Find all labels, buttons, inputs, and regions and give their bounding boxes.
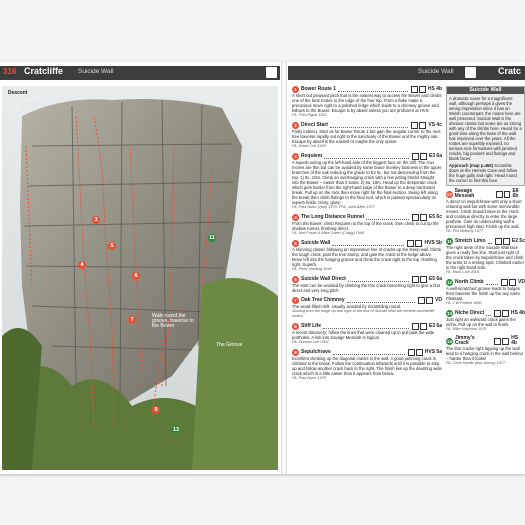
route-title-row (292, 297, 442, 304)
page-number: 316 (3, 67, 17, 76)
route-name: The Long Distance Runnel (301, 214, 365, 220)
route-entry (292, 240, 442, 272)
topo-marker-4: 4 (78, 261, 86, 269)
protection-icon (415, 240, 422, 247)
leader-dots (348, 278, 409, 282)
route-grade: E5 6c (428, 214, 442, 220)
route-number-badge: 8 (292, 323, 299, 330)
route-number-badge: 4 (292, 214, 299, 221)
first-ascent: Starting from the ledge up and right of the foot of Suicide Wall are several worthwhile routes. (292, 309, 435, 318)
route-description: Fairly indirect. Start as for Bower Route 1 but gain the angular corner to the next tree traverse rapidly out right to the sanctuary of the Bower and the mighty oak. Escape by abseil is the easiest or maybe the only option. (292, 129, 441, 144)
route-grade: E2 5c (511, 238, 525, 244)
route-grade: HS 4b (510, 310, 525, 316)
star-rating-icon (411, 86, 418, 93)
route-number-badge: 5 (292, 240, 299, 247)
route-description: A direct on Sepulchrave with only a short retaining wall but with some memorable moves. Climb Sepulchrave to the crack and continue directly to enter the large porthole. Gain an undercutting wall a precarious high step. Finish up the wall. (446, 199, 522, 229)
protection-icon (416, 349, 423, 356)
route-title-row (446, 310, 525, 317)
first-ascent: FA. Paul Nunn (2pts) 1973. FFA. John Allen 1977 (292, 205, 375, 209)
route-entry (446, 310, 525, 332)
route-number-badge: 9 (292, 349, 299, 356)
route-number-badge: 3 (292, 153, 299, 160)
protection-icon (503, 238, 510, 245)
route-number-badge: 11 (447, 239, 452, 244)
route-entry (446, 336, 525, 366)
route-title-row (292, 153, 442, 160)
route-name: Suicide Wall Direct (301, 276, 346, 282)
leader-dots (332, 242, 404, 246)
topo-marker-13: 13 (172, 427, 180, 433)
route-description: A well-scratched groove leads to bulges then traverse the finish up the airy arete. Pleasant. (446, 286, 521, 301)
star-rating-icon (495, 238, 502, 245)
first-ascent: FA. Neil Foster & Mike Owen (Cragg) 1996 (292, 231, 365, 235)
route-entry (446, 238, 525, 275)
route-description: A recent discovery: follow the lines that were cleaned up to pull past the wide portholes. A link into Savage Messiah is logical. (292, 330, 435, 340)
route-grade: VS 4c (428, 122, 442, 128)
intro-text: A dramatic name for a magnificent wall, although perhaps it gives the wrong impression since it has an Welsh counterpart, the routes here are well protected. Suicide Wall is the obvious classic but some are as strong with any of the climbs here. Heard for a good time along the base of the wall has improved over the years. All the routes are superbly exposed, no serious rock formations with jammed cracks, big pockets and flutings and blank faces. (449, 96, 522, 161)
route-name: Sepulchrave (301, 349, 331, 355)
first-ascent: FA. Mike Hayhurst 1976 (446, 327, 487, 331)
route-entry (292, 122, 442, 149)
route-title-row (446, 238, 525, 245)
star-rating-icon (418, 297, 425, 304)
crag-topo-photo (2, 86, 278, 470)
star-rating-icon (407, 240, 414, 247)
route-grade: VD (518, 279, 525, 285)
left-header-band (0, 66, 280, 80)
route-number-badge: 2 (292, 122, 299, 129)
route-number-badge: 7 (292, 297, 299, 304)
route-name: Oak Tree Chimney (301, 297, 345, 303)
walk-note-label: Walk round the groove, traverse to the Bower (152, 313, 194, 329)
route-title-row (292, 240, 442, 247)
topo-marker-9: 9 (152, 406, 160, 414)
route-title-row (292, 276, 442, 283)
approach-label: Approach (map p.466) (449, 163, 493, 168)
star-rating-icon (412, 323, 419, 330)
route-name: Savage Messiah (454, 188, 475, 199)
route-description: A short but pleasant pitch that is the easiest way to access the Bower and climbs one of the best routes to the edge of the four top. From a flake make a precarious move right to a polished ledge which leads to a chimney groove and follows to the Bower. Escape is by abseil unless you are proficient at HVS. (292, 93, 442, 113)
first-ascent: FA. Duncan Lee 2004 (292, 340, 329, 344)
route-name: Suicide Wall (301, 240, 331, 246)
book-gutter (281, 62, 287, 474)
route-column-left (292, 86, 442, 385)
first-ascent: FA. David Cox 1928 (292, 144, 326, 148)
protection-icon (420, 276, 427, 283)
leader-dots (338, 88, 408, 92)
route-grade: HVS 5a (424, 349, 442, 355)
first-ascent: FA. Fred Pigott 1922 (292, 113, 327, 117)
right-crag-name: Cratc (498, 66, 522, 76)
first-ascent: FA. J W Puttrell 1890 (446, 301, 482, 305)
route-entry (292, 214, 442, 236)
route-description: The wood-filled cleft. Usually avoided by scrambling round. (292, 304, 402, 309)
topo-marker-7: 7 (128, 316, 136, 324)
route-name: North Climb (455, 279, 484, 285)
route-entry (446, 189, 525, 234)
leader-dots (366, 216, 409, 220)
route-entry (292, 276, 442, 293)
route-description: Just right an awkward crack gains the niche. Pull up on the wall to finish. (446, 317, 516, 327)
route-description: From the Bower, climb Requiem to the top of the crack, then climb to cut up the shallow runnel, finishing direct. (292, 221, 439, 231)
route-title-row (292, 323, 442, 330)
route-number-badge: 14 (446, 338, 452, 344)
leader-dots (324, 155, 409, 159)
route-grade: HS 4b (427, 86, 442, 92)
star-rating-icon (412, 153, 419, 160)
first-ascent: FA. Mark Cole 2001 (446, 270, 480, 274)
protection-icon (420, 214, 427, 221)
route-description: The right arete of the Suicide Wall face gives a really fine line. Start just right of the crack taken by Sepulchrave and climb the arete to a resting spot. Climbed earlier in the right-hand side. (446, 245, 524, 270)
star-rating-icon (412, 276, 419, 283)
leader-dots (347, 299, 415, 303)
protection-icon (420, 323, 427, 330)
route-title-row (292, 214, 442, 221)
first-ascent: FA. Phil Bellamy 1977 (446, 229, 484, 233)
first-ascent: FA. Peter Harding 1946 (292, 267, 332, 271)
leader-dots (486, 281, 498, 285)
route-description: The start can be avoided by climbing the thin crack branching right to give a first direct and very long pitch. (292, 283, 441, 293)
star-rating-icon (412, 214, 419, 221)
right-aspect-icon (465, 67, 476, 78)
approach-text: Scramble down at the Hermits Cave and follow the huge gully and right. Head round the corner to find this face. (449, 163, 518, 183)
route-name: Stiff Life (301, 323, 321, 329)
route-description: A stunning classic following an impressive line of cracks up the steep wall. Climb the tough crack, past the tree stump, and gain the crack to the ledge above. Move left into the hanging groove and climb the crack right to the top, finishing right. Superb. (292, 247, 441, 267)
protection-icon (502, 310, 509, 317)
route-grade: HS 4b (511, 335, 519, 346)
route-entry (292, 297, 442, 319)
route-entry (292, 323, 442, 345)
section-intro-box (446, 86, 525, 186)
intro-title: Suicide Wall (447, 87, 524, 94)
route-title-row (292, 86, 442, 93)
leader-dots (323, 325, 409, 329)
aspect-icon (266, 67, 277, 78)
topo-svg (2, 86, 278, 470)
route-grade: E6 6b (512, 188, 519, 199)
topo-marker-3: 3 (92, 216, 100, 224)
route-grade: VD (435, 297, 442, 303)
right-routes-list (446, 189, 525, 366)
star-rating-icon (494, 338, 501, 345)
route-column-right (446, 86, 525, 370)
right-header-band (288, 66, 525, 80)
route-grade: E3 6a (428, 323, 442, 329)
star-rating-icon (494, 310, 501, 317)
route-name: Direct Start (301, 122, 328, 128)
protection-icon (509, 279, 516, 286)
route-number-badge: 13 (446, 311, 452, 316)
leader-dots (330, 124, 408, 128)
leader-dots (488, 240, 492, 244)
route-title-row (292, 349, 442, 356)
route-grade: HVS 5b (424, 240, 442, 246)
section-name: Suicide Wall (78, 68, 114, 75)
protection-icon (504, 191, 511, 198)
topo-marker-11: 11 (209, 235, 215, 241)
route-entry (446, 279, 525, 306)
route-grade: E5 6a (428, 276, 442, 282)
grooves-label: The Groove (216, 342, 243, 348)
route-title-row (446, 279, 525, 286)
route-name: Bower Route 1 (301, 86, 337, 92)
leader-dots (333, 351, 405, 355)
route-description: Excellent climbing up the diagonal cracks in the wall. A good jamming crack is climbed to the break. Follow the continuation leftwards until it is possible to step up and follow another crack back to the right. The finish lies up the daunting wide crack which is a little easier than it appears from below. (292, 356, 442, 376)
route-description: A superb outing up the left-hand side of the biggest face on the cliff. The crux moves are thin but can be avoided by some brave monkey business in the upper branches of the oak reducing the grade to E2 5c, but not descending from the top. 1) 5c, 10m. Climb an overhanging crack with a few jutting blocks straight into the Bower – easier than it looks. 2) 6a, 18m. Head up the desperate crack which gets harder from the right-hand edge of the Bower to a deep horizontal break. Pull up on the rock then move right for the final section. Swing left along the break then climb flutings to the final roof, which is passed spectacularly on superb holds. Glory, glory! (292, 160, 442, 205)
route-number-badge: 12 (446, 280, 452, 285)
route-description: The thin cracks right lapping up the wall lead to a hanging crack in the wall behind – harder than it looks! (446, 346, 523, 361)
route-title-row (446, 189, 525, 199)
first-ascent: FA. Paul Nunn 1970 (292, 376, 326, 380)
route-number-badge: 6 (292, 276, 299, 283)
route-number-badge: 1 (292, 86, 299, 93)
route-name: Requiem (301, 153, 323, 159)
route-entry (292, 86, 442, 118)
route-name: Niche Direct (455, 310, 485, 316)
route-title-row (292, 122, 442, 129)
protection-icon (419, 86, 426, 93)
star-rating-icon (496, 191, 503, 198)
route-entry (292, 349, 442, 381)
right-section-name: Suicide Wall (418, 68, 454, 75)
first-ascent: FA. Chris Hardie (aka Jimmy) 1977 (446, 361, 506, 365)
crag-name: Cratcliffe (24, 66, 64, 76)
route-title-row (446, 336, 525, 346)
descent-label: Descent (8, 90, 28, 96)
protection-icon (420, 153, 427, 160)
star-rating-icon (501, 279, 508, 286)
protection-icon (426, 297, 433, 304)
route-grade: E3 6a (428, 153, 442, 159)
star-rating-icon (411, 122, 418, 129)
topo-marker-5: 5 (108, 242, 116, 250)
star-rating-icon (408, 349, 415, 356)
leader-dots (486, 312, 491, 316)
route-number-badge: 10 (446, 191, 452, 197)
topo-marker-6: 6 (132, 272, 140, 280)
route-entry (292, 153, 442, 210)
route-name: Jimmy's Crack (454, 335, 475, 346)
protection-icon (502, 338, 509, 345)
route-name: Stretch Limo (455, 238, 486, 244)
protection-icon (419, 122, 426, 129)
